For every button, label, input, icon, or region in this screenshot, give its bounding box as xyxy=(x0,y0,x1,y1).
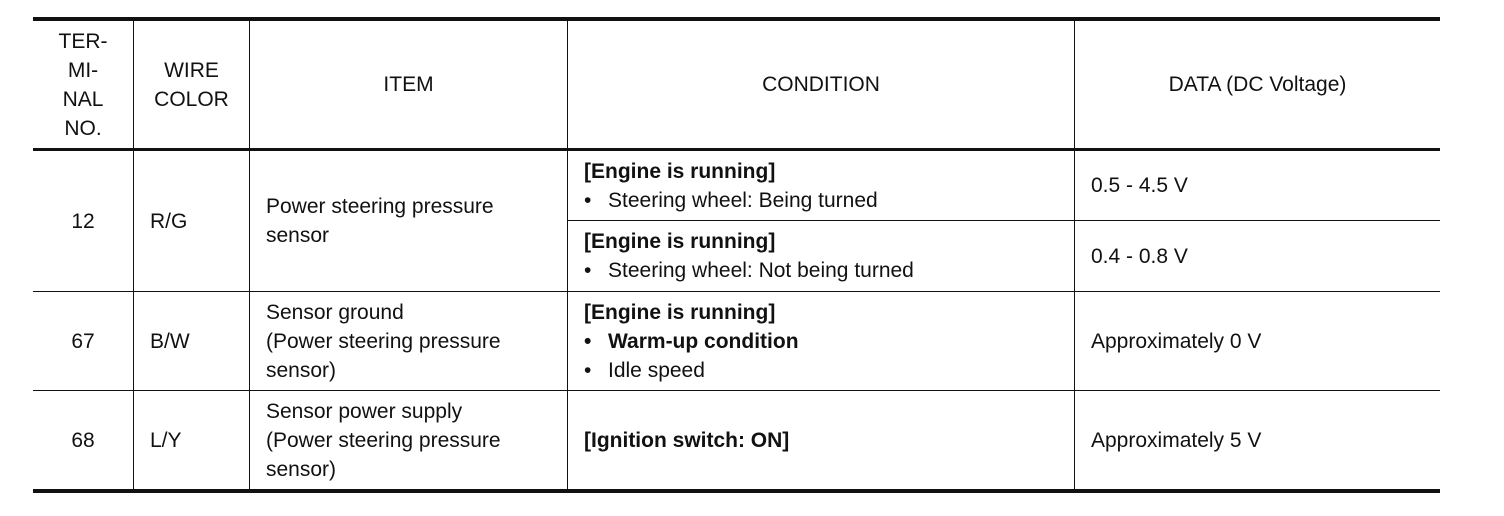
bullet-text: Idle speed xyxy=(608,358,705,382)
item-line: Sensor ground xyxy=(266,300,404,324)
header-condition: CONDITION xyxy=(568,19,1075,150)
terminal-no-cell: 68 xyxy=(33,391,134,492)
condition-title: [Ignition switch: ON] xyxy=(584,428,790,452)
data-cell: Approximately 0 V xyxy=(1075,292,1441,391)
header-item: ITEM xyxy=(250,19,568,150)
header-row xyxy=(33,19,1440,150)
bullet-text: Steering wheel: Not being turned xyxy=(608,259,914,282)
condition-bullet xyxy=(584,356,1074,385)
item-cell xyxy=(250,292,568,391)
header-wire-line: WIRE xyxy=(164,58,219,82)
condition-title: [Engine is running] xyxy=(584,230,776,253)
condition-bullet xyxy=(584,327,1074,356)
item-cell xyxy=(250,150,568,292)
item-line: Power steering pressure xyxy=(266,195,494,218)
condition-bullet xyxy=(584,256,1074,285)
table-row xyxy=(33,292,1440,391)
condition-bullet xyxy=(584,186,1074,215)
table-row xyxy=(33,391,1440,492)
data-cell: Approximately 5 V xyxy=(1075,391,1441,492)
condition-cell xyxy=(568,391,1075,492)
bullet-icon: • xyxy=(584,358,592,382)
condition-cell xyxy=(568,221,1075,292)
condition-cell xyxy=(568,292,1075,391)
bullet-icon: • xyxy=(584,329,592,353)
bullet-icon: • xyxy=(584,259,592,282)
header-terminal-line: MI- xyxy=(67,58,99,82)
condition-title: [Engine is running] xyxy=(584,159,776,183)
header-data: DATA (DC Voltage) xyxy=(1075,19,1441,150)
condition-cell xyxy=(568,150,1075,221)
item-line: sensor xyxy=(266,224,330,247)
item-line: sensor) xyxy=(266,457,337,481)
wire-color-cell: R/G xyxy=(134,150,250,292)
data-cell: 0.4 - 0.8 V xyxy=(1075,221,1441,292)
condition-title: [Engine is running] xyxy=(584,300,776,324)
item-line: (Power steering pressure xyxy=(266,428,501,452)
header-wire-color xyxy=(134,19,250,150)
header-terminal-line: TER- xyxy=(58,29,108,53)
terminal-spec-table xyxy=(33,17,1440,493)
bullet-text: Warm-up condition xyxy=(608,329,799,353)
bullet-text: Steering wheel: Being turned xyxy=(608,188,878,212)
bullet-icon: • xyxy=(584,188,592,212)
header-terminal-line: NAL xyxy=(62,87,104,111)
item-line: Sensor power supply xyxy=(266,399,463,423)
terminal-no-cell: 67 xyxy=(33,292,134,391)
table-row xyxy=(33,150,1440,221)
header-terminal-no xyxy=(33,19,134,150)
wire-color-cell: B/W xyxy=(134,292,250,391)
terminal-no-cell: 12 xyxy=(33,150,134,292)
item-line: sensor) xyxy=(266,358,337,382)
header-terminal-line: NO. xyxy=(64,116,102,140)
header-wire-line: COLOR xyxy=(154,87,229,111)
item-cell xyxy=(250,391,568,492)
item-line: (Power steering pressure xyxy=(266,329,501,353)
data-cell: 0.5 - 4.5 V xyxy=(1075,150,1441,221)
wire-color-cell: L/Y xyxy=(134,391,250,492)
